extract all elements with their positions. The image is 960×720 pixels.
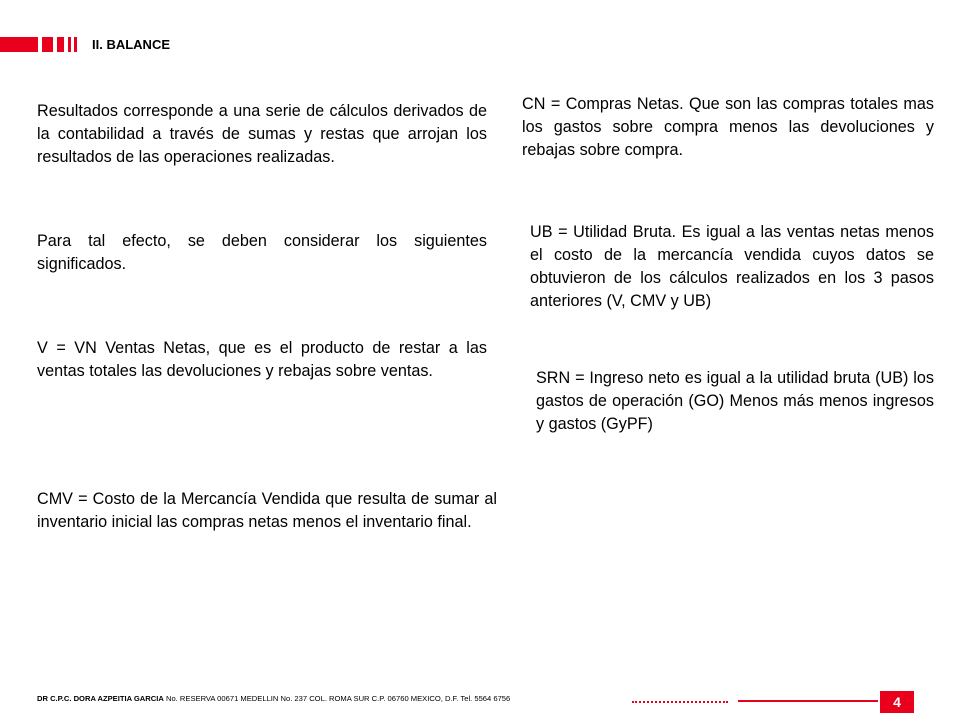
header-accent-bar: [0, 37, 82, 52]
left-paragraph-2: Para tal efecto, se deben considerar los siguientes significados.: [37, 232, 487, 273]
right-paragraph-3: SRN = Ingreso neto es igual a la utilidad bruta (UB) los gastos de operación (GO) Menos más menos ingresos y gastos (GyPF): [536, 369, 934, 433]
right-paragraph-2: UB = Utilidad Bruta. Es igual a las ventas netas menos el costo de la mercancía vendida cuyos datos se obtuvieron de los cálculos realizados en los 3 pasos anteriores (V, CMV y UB): [530, 223, 934, 310]
footer-author: DR C.P.C. DORA AZPEITIA GARCIA: [37, 694, 164, 703]
left-paragraph-1: Resultados corresponde a una serie de cálculos derivados de la contabilidad a través de sumas y restas que arrojan los resultados de las operaciones realizadas.: [37, 102, 487, 166]
footer-address: No. RESERVA 00671 MEDELLIN No. 237 COL. ROMA SUR C.P. 06760 MEXICO, D.F. Tel. 5564 6756: [163, 694, 511, 703]
footer-solid-line: [738, 700, 878, 702]
left-paragraph-4: CMV = Costo de la Mercancía Vendida que resulta de sumar al inventario inicial las compras netas menos el inventario final.: [37, 490, 497, 531]
right-paragraph-1: CN = Compras Netas. Que son las compras totales mas los gastos sobre compra menos las devoluciones y rebajas sobre compra.: [522, 95, 934, 159]
left-paragraph-3: V = VN Ventas Netas, que es el producto de restar a las ventas totales las devoluciones y rebajas sobre ventas.: [37, 339, 487, 380]
footer-text: [37, 694, 510, 704]
page-number-badge: 4: [880, 691, 914, 713]
section-title: II. BALANCE: [92, 37, 170, 52]
footer-dotted-line: [632, 701, 728, 703]
